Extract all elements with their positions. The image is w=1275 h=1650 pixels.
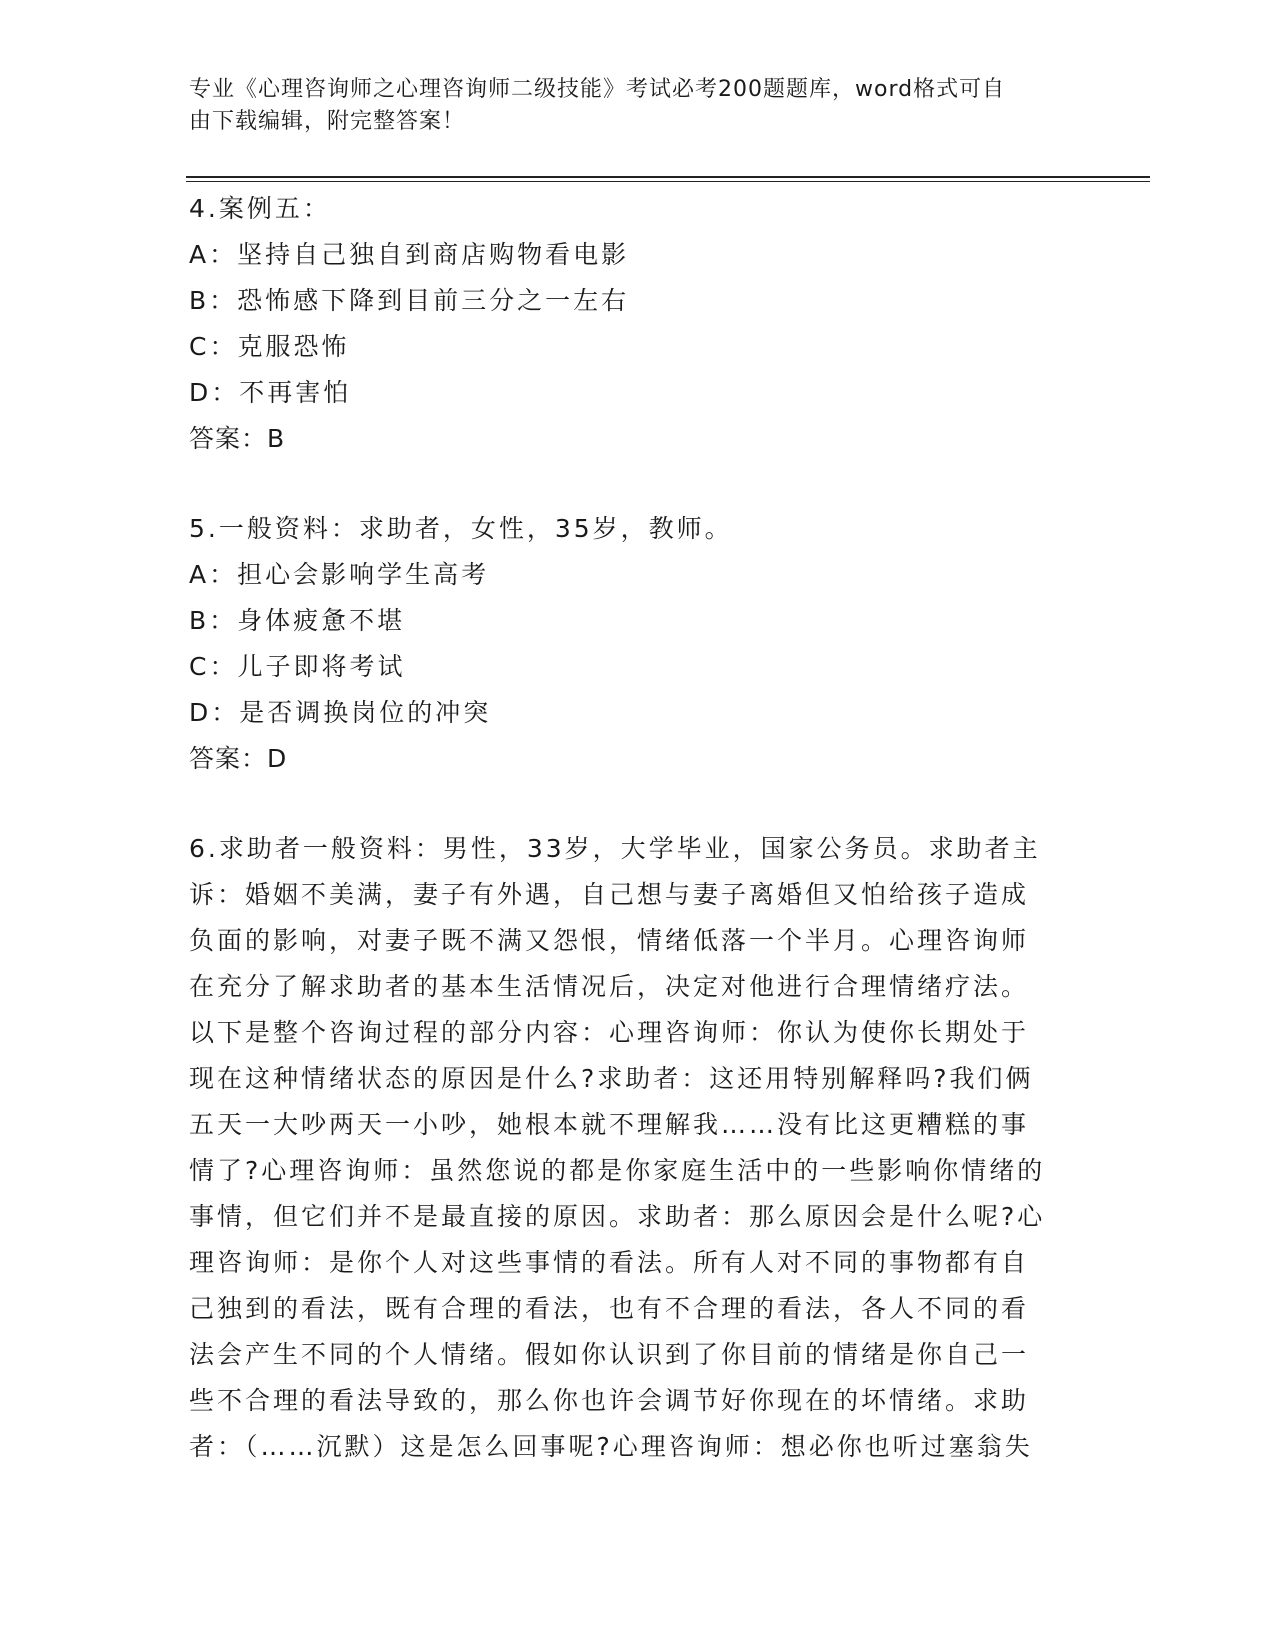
question-6-line: 五天一大吵两天一小吵，她根本就不理解我……没有比这更糟糕的事 — [189, 1110, 1030, 1139]
question-6-line: 负面的影响，对妻子既不满又怨恨，情绪低落一个半月。心理咨询师 — [189, 926, 1030, 955]
question-6-line: 在充分了解求助者的基本生活情况后，决定对他进行合理情绪疗法。 — [189, 972, 1030, 1001]
option-b: B：恐怖感下降到目前三分之一左右 — [189, 286, 630, 315]
option-d: D：不再害怕 — [189, 378, 352, 407]
question-6-line: 理咨询师：是你个人对这些事情的看法。所有人对不同的事物都有自 — [189, 1248, 1030, 1277]
header-line-1: 专业《心理咨询师之心理咨询师二级技能》考试必考200题题库，word格式可自 — [189, 77, 1006, 102]
option-b: B：身体疲惫不堪 — [189, 606, 406, 635]
question-6-line: 法会产生不同的个人情绪。假如你认识到了你目前的情绪是你自己一 — [189, 1340, 1030, 1369]
question-list — [189, 186, 1079, 1470]
question-6-line: 现在这种情绪状态的原因是什么?求助者：这还用特别解释吗?我们俩 — [189, 1064, 1034, 1093]
page-header — [189, 74, 1079, 138]
option-c: C：克服恐怖 — [189, 332, 350, 361]
question-gap — [189, 782, 1079, 826]
header-divider-thick — [186, 176, 1150, 178]
question-stem: 5.一般资料：求助者，女性，35岁，教师。 — [189, 514, 733, 543]
question-6 — [189, 826, 1079, 1470]
answer-line: 答案：D — [189, 744, 288, 773]
option-a: A：坚持自己独自到商店购物看电影 — [189, 240, 630, 269]
header-divider-thin — [186, 181, 1150, 182]
question-gap — [189, 462, 1079, 506]
option-c: C：儿子即将考试 — [189, 652, 406, 681]
question-6-line: 些不合理的看法导致的，那么你也许会调节好你现在的坏情绪。求助 — [189, 1386, 1030, 1415]
question-6-line: 情了?心理咨询师：虽然您说的都是你家庭生活中的一些影响你情绪的 — [189, 1156, 1046, 1185]
question-stem: 4.案例五： — [189, 194, 331, 223]
question-6-line: 以下是整个咨询过程的部分内容：心理咨询师：你认为使你长期处于 — [189, 1018, 1030, 1047]
question-6-line: 者：（……沉默）这是怎么回事呢?心理咨询师：想必你也听过塞翁失 — [189, 1432, 1033, 1461]
question-6-line: 诉：婚姻不美满，妻子有外遇，自己想与妻子离婚但又怕给孩子造成 — [189, 880, 1030, 909]
question-6-line: 6.求助者一般资料：男性，33岁，大学毕业，国家公务员。求助者主 — [189, 834, 1041, 863]
option-d: D：是否调换岗位的冲突 — [189, 698, 492, 727]
header-line-2: 由下载编辑，附完整答案！ — [189, 109, 466, 134]
question-6-line: 事情，但它们并不是最直接的原因。求助者：那么原因会是什么呢?心 — [189, 1202, 1046, 1231]
question-6-line: 己独到的看法，既有合理的看法，也有不合理的看法，各人不同的看 — [189, 1294, 1030, 1323]
option-a: A：担心会影响学生高考 — [189, 560, 490, 589]
answer-line: 答案：B — [189, 424, 286, 453]
question-5 — [189, 506, 1079, 782]
question-4 — [189, 186, 1079, 462]
